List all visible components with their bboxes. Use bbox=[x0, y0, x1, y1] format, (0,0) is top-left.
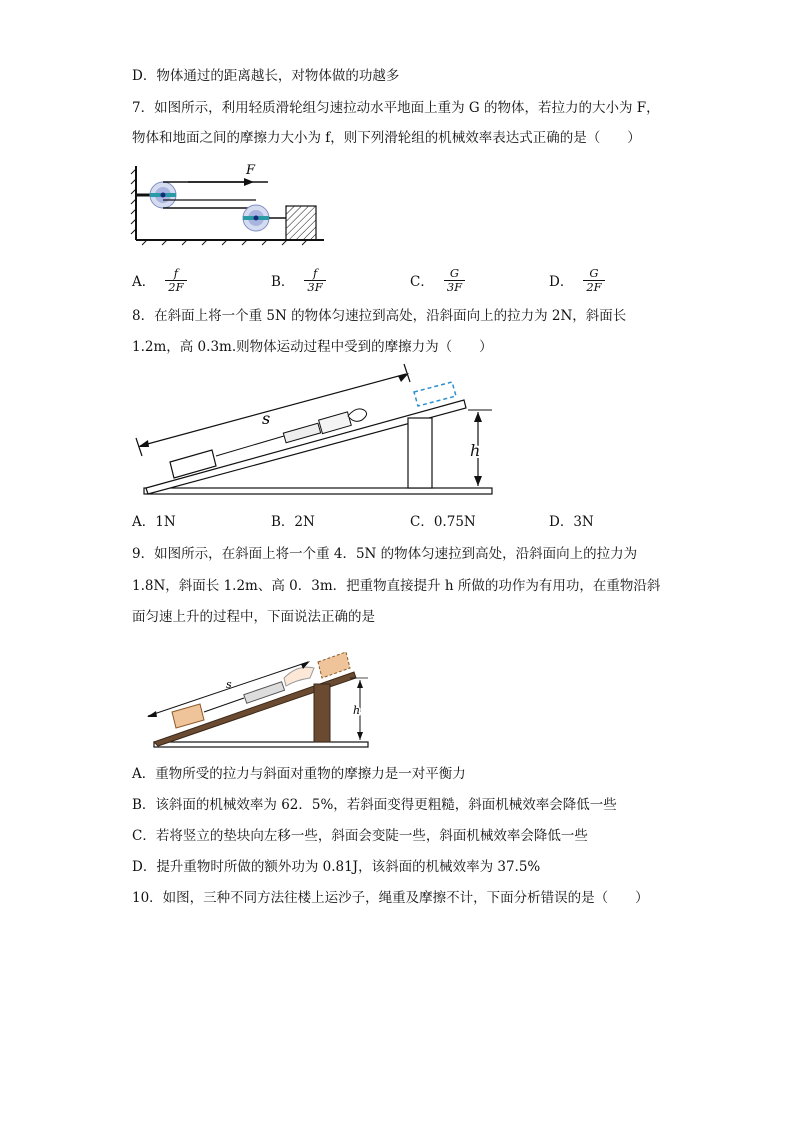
q8-options bbox=[132, 512, 652, 534]
q8-option-d bbox=[549, 512, 594, 532]
option-letter: B． bbox=[271, 274, 295, 290]
q9-h-label: h bbox=[353, 704, 361, 717]
q8-s-label: s bbox=[262, 409, 271, 428]
q9-option-d: D．提升重物时所做的额外功为 0.81J，该斜面的机械效率为 37.5% bbox=[132, 859, 541, 875]
q7-options bbox=[132, 262, 652, 298]
q6-option-d: D．物体通过的距离越长，对物体做的功越多 bbox=[132, 68, 400, 84]
q8-option-a bbox=[132, 512, 176, 532]
fraction-denominator: 3F bbox=[444, 280, 465, 294]
option-text: 0.75N bbox=[433, 514, 476, 530]
q8-incline-figure bbox=[134, 370, 494, 500]
fraction bbox=[583, 267, 604, 294]
q7-option-b bbox=[271, 262, 326, 298]
q9-stem-line1: 9．如图所示，在斜面上将一个重 4．5N 的物体匀速拉到高处，沿斜面向上的拉力为 bbox=[132, 546, 638, 562]
fraction-numerator: G bbox=[449, 265, 460, 280]
fraction-numerator: G bbox=[589, 265, 599, 280]
q9-s-label: s bbox=[226, 678, 232, 691]
fraction bbox=[444, 267, 465, 294]
q8-option-b bbox=[271, 512, 315, 532]
q9-option-c: C．若将竖立的垫块向左移一些，斜面会变陡一些，斜面机械效率会降低一些 bbox=[132, 828, 588, 844]
q9-stem-line2: 1.8N，斜面长 1.2m、高 0．3m．把重物直接提升 h 所做的功作为有用功，在重物沿斜 bbox=[132, 578, 661, 594]
q7-stem-line1: 7．如图所示，利用轻质滑轮组匀速拉动水平地面上重为 G 的物体，若拉力的大小为 F， bbox=[132, 100, 660, 116]
option-letter: C． bbox=[410, 274, 434, 290]
q7-pulley-figure bbox=[128, 160, 328, 250]
q7-option-a bbox=[132, 262, 187, 298]
q9-option-b: B．该斜面的机械效率为 62．5%，若斜面变得更粗糙，斜面机械效率会降低一些 bbox=[132, 797, 617, 813]
option-text: 1N bbox=[155, 514, 176, 530]
fraction-numerator: f bbox=[312, 265, 318, 280]
option-letter: D． bbox=[549, 274, 574, 290]
q7-option-d bbox=[549, 262, 605, 298]
fraction-denominator: 2F bbox=[165, 280, 186, 294]
q8-option-c bbox=[410, 512, 476, 532]
fraction-denominator: 2F bbox=[583, 280, 604, 294]
q9-stem-line3: 面匀速上升的过程中，下面说法正确的是 bbox=[132, 609, 375, 625]
option-letter: A． bbox=[132, 514, 156, 530]
option-letter: D． bbox=[549, 514, 574, 530]
option-letter: C． bbox=[410, 514, 434, 530]
option-letter: B． bbox=[271, 514, 295, 530]
option-text: 2N bbox=[294, 514, 315, 530]
q8-h-label: h bbox=[470, 441, 481, 460]
q8-stem-line1: 8．在斜面上将一个重 5N 的物体匀速拉到高处，沿斜面向上的拉力为 2N，斜面长 bbox=[132, 308, 627, 324]
q9-incline-figure bbox=[134, 642, 374, 752]
fraction-denominator: 3F bbox=[304, 280, 325, 294]
q8-stem-line2: 1.2m，高 0.3m.则物体运动过程中受到的摩擦力为（ ） bbox=[132, 339, 493, 355]
q9-option-a: A．重物所受的拉力与斜面对重物的摩擦力是一对平衡力 bbox=[132, 766, 466, 782]
fraction bbox=[304, 267, 325, 294]
q10-stem: 10．如图，三种不同方法往楼上运沙子，绳重及摩擦不计，下面分析错误的是（ ） bbox=[132, 890, 649, 906]
q7-force-label: F bbox=[246, 163, 256, 178]
fraction bbox=[165, 267, 186, 294]
option-letter: A． bbox=[132, 274, 156, 290]
q7-option-c bbox=[410, 262, 465, 298]
q7-stem-line2: 物体和地面之间的摩擦力大小为 f，则下列滑轮组的机械效率表达式正确的是（ ） bbox=[132, 130, 641, 146]
option-text: 3N bbox=[573, 514, 594, 530]
fraction-numerator: f bbox=[173, 265, 179, 280]
